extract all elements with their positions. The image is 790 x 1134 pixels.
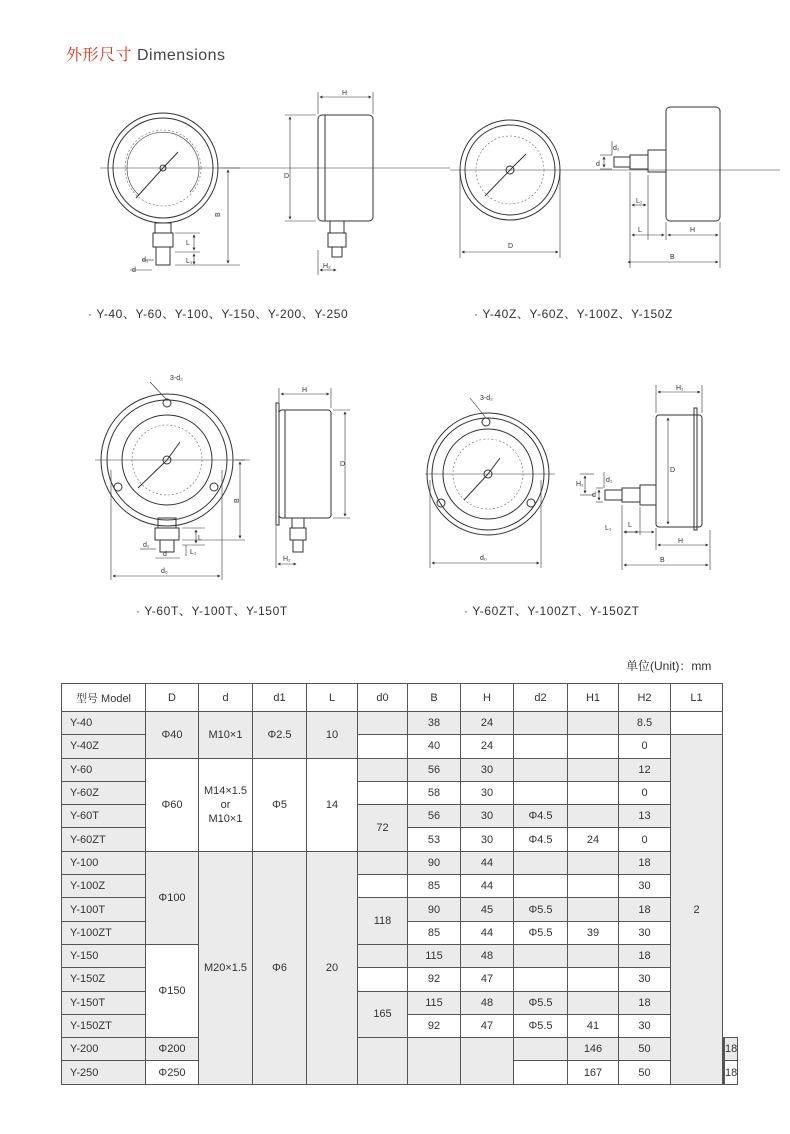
model-cell: Y-60Z bbox=[62, 781, 146, 804]
label-zt-h2: H₂ bbox=[576, 481, 584, 488]
cell-b: 56 bbox=[408, 805, 461, 828]
model-cell: Y-40 bbox=[62, 712, 146, 735]
cell-d-thread bbox=[199, 758, 253, 851]
section-title-cn: 外形尺寸 bbox=[66, 47, 133, 64]
model-cell: Y-100T bbox=[62, 898, 146, 921]
model-cell: Y-100ZT bbox=[62, 921, 146, 944]
cell-d2: Φ4.5 bbox=[514, 828, 568, 851]
cell-h2: 30 bbox=[619, 875, 671, 898]
cell-h: 30 bbox=[461, 781, 514, 804]
cell-d0: 165 bbox=[358, 991, 408, 1038]
cell-l1: 2 bbox=[671, 735, 723, 1084]
cell-h2: 0 bbox=[619, 781, 671, 804]
model-cell: Y-100 bbox=[62, 851, 146, 874]
cell-h2: 18 bbox=[619, 991, 671, 1014]
cell-h1-empty bbox=[568, 712, 619, 735]
cell-h: 30 bbox=[461, 805, 514, 828]
cell-h: 48 bbox=[461, 991, 514, 1014]
label-z-d1: d₁ bbox=[613, 145, 620, 152]
label-l1: L₁ bbox=[186, 258, 193, 265]
cell-b: 85 bbox=[408, 921, 461, 944]
cell-b: 115 bbox=[408, 944, 461, 967]
thread-or: or bbox=[220, 798, 231, 811]
cell-h2: 18 bbox=[725, 1061, 738, 1084]
cell-h2: 30 bbox=[619, 1014, 671, 1037]
model-cell: Y-100Z bbox=[62, 875, 146, 898]
header-l1: L1 bbox=[671, 684, 723, 712]
label-zt-l: L bbox=[628, 522, 632, 529]
cell-h2: 13 bbox=[619, 805, 671, 828]
label-t-d-diam: D bbox=[340, 461, 346, 468]
cell-d1: Φ6 bbox=[253, 851, 307, 1084]
cell-h: 30 bbox=[461, 758, 514, 781]
cell-h2: 0 bbox=[619, 735, 671, 758]
cell-h: 24 bbox=[461, 712, 514, 735]
cell-b: 90 bbox=[408, 898, 461, 921]
cell-h1-empty bbox=[568, 851, 619, 874]
dimensions-table bbox=[61, 683, 738, 1085]
cell-l: 20 bbox=[307, 851, 358, 1084]
cell-h: 47 bbox=[461, 968, 514, 991]
header-d2: d2 bbox=[514, 684, 568, 712]
label-zt-d1: d₁ bbox=[606, 477, 613, 484]
label-d: d bbox=[132, 267, 136, 274]
cell-h1-empty bbox=[568, 758, 619, 781]
cell-h2: 18 bbox=[619, 898, 671, 921]
label-zt-d: d bbox=[592, 492, 596, 499]
label-zt-h1: H₁ bbox=[676, 385, 684, 392]
cell-h2: 30 bbox=[619, 968, 671, 991]
label-z-d: D bbox=[508, 243, 514, 250]
cell-d2: Φ5.5 bbox=[514, 898, 568, 921]
table-row bbox=[62, 851, 738, 874]
unit-label: 单位(Unit)：mm bbox=[626, 659, 712, 673]
cell-d2-empty bbox=[514, 735, 568, 758]
header-l: L bbox=[307, 684, 358, 712]
cell-b: 40 bbox=[408, 735, 461, 758]
cell-b: 167 bbox=[568, 1061, 619, 1084]
cell-l-empty bbox=[461, 1038, 514, 1085]
cell-b: 56 bbox=[408, 758, 461, 781]
cell-b: 146 bbox=[568, 1038, 619, 1061]
cell-b: 92 bbox=[408, 968, 461, 991]
label-zt-3d2: 3-d₂ bbox=[480, 395, 493, 402]
label-t-l1: L₁ bbox=[190, 549, 197, 556]
cell-l: 14 bbox=[307, 758, 358, 851]
cell-d2-empty bbox=[514, 758, 568, 781]
cell-b: 53 bbox=[408, 828, 461, 851]
cell-d2-empty bbox=[514, 851, 568, 874]
label-t-h: H bbox=[302, 387, 308, 394]
model-cell: Y-150ZT bbox=[62, 1014, 146, 1037]
cell-d-dial: Φ150 bbox=[146, 944, 199, 1037]
header-h1: H1 bbox=[568, 684, 619, 712]
cell-h: 44 bbox=[461, 921, 514, 944]
label-t-h2: H₂ bbox=[283, 556, 291, 563]
cell-h: 30 bbox=[461, 828, 514, 851]
drawing-axial-front bbox=[450, 120, 780, 258]
cell-h1-empty bbox=[568, 898, 619, 921]
cell-h1: 24 bbox=[568, 828, 619, 851]
cell-h: 24 bbox=[461, 735, 514, 758]
cell-b: 38 bbox=[408, 712, 461, 735]
cell-d2-empty bbox=[514, 781, 568, 804]
cell-d0-empty bbox=[358, 781, 408, 804]
cell-d2: Φ5.5 bbox=[514, 1014, 568, 1037]
header-d0: d0 bbox=[358, 684, 408, 712]
cell-h1-empty bbox=[568, 805, 619, 828]
label-zt-l1: L₁ bbox=[605, 525, 612, 532]
cell-h2: 12 bbox=[619, 758, 671, 781]
cell-d0: 72 bbox=[358, 805, 408, 852]
cell-h: 47 bbox=[461, 1014, 514, 1037]
cell-h: 44 bbox=[461, 851, 514, 874]
cell-d2: Φ5.5 bbox=[514, 921, 568, 944]
model-cell: Y-40Z bbox=[62, 735, 146, 758]
cell-h: 48 bbox=[461, 944, 514, 967]
header-d-dial: D bbox=[146, 684, 199, 712]
cell-d2-empty bbox=[514, 968, 568, 991]
drawing-axial-side bbox=[596, 107, 720, 268]
table-header-row bbox=[62, 684, 738, 712]
cell-h1-empty bbox=[568, 875, 619, 898]
cell-h2: 18 bbox=[619, 944, 671, 967]
cell-d0-empty bbox=[514, 1061, 568, 1084]
header-d-thread: d bbox=[199, 684, 253, 712]
cell-h1-empty bbox=[568, 781, 619, 804]
label-zt-h: H bbox=[678, 538, 684, 545]
cell-d2-empty bbox=[514, 875, 568, 898]
label-h: H bbox=[342, 90, 348, 97]
label-t-l: L bbox=[198, 535, 202, 542]
label-t-b: B bbox=[234, 498, 241, 503]
cell-h: 45 bbox=[461, 898, 514, 921]
cell-d0-empty bbox=[358, 712, 408, 735]
thread-option-2: M10×1 bbox=[208, 812, 243, 825]
label-zt-d0: d₀ bbox=[480, 555, 487, 562]
label-z-h: H bbox=[690, 227, 696, 234]
cell-d0-empty bbox=[358, 851, 408, 874]
cell-h1-empty bbox=[568, 944, 619, 967]
cell-h2: 8.5 bbox=[619, 712, 671, 735]
header-h2: H2 bbox=[619, 684, 671, 712]
table-row bbox=[62, 1038, 738, 1061]
drawing-standard-front bbox=[100, 113, 450, 274]
label-zt-d-diam: D bbox=[670, 467, 676, 474]
label-z-l1: L₁ bbox=[636, 198, 643, 205]
label-h2: H₂ bbox=[323, 263, 331, 270]
cell-b: 85 bbox=[408, 875, 461, 898]
cell-h1: 39 bbox=[568, 921, 619, 944]
cell-b: 58 bbox=[408, 781, 461, 804]
cell-h: 50 bbox=[619, 1061, 671, 1084]
table-row bbox=[62, 712, 738, 735]
cell-d1: Φ2.5 bbox=[253, 712, 307, 759]
label-d1: d₁ bbox=[142, 257, 149, 264]
cell-d-dial: Φ60 bbox=[146, 758, 199, 851]
model-cell: Y-60 bbox=[62, 758, 146, 781]
cell-d0-empty bbox=[358, 944, 408, 967]
cell-b: 90 bbox=[408, 851, 461, 874]
cell-d2: Φ5.5 bbox=[514, 991, 568, 1014]
caption-flange: · Y-60T、Y-100T、Y-150T bbox=[136, 604, 288, 618]
caption-axial: · Y-40Z、Y-60Z、Y-100Z、Y-150Z bbox=[474, 307, 673, 321]
label-zt-b: B bbox=[660, 557, 665, 564]
cell-d-dial: Φ200 bbox=[146, 1038, 199, 1061]
model-cell: Y-60T bbox=[62, 805, 146, 828]
header-b: B bbox=[408, 684, 461, 712]
cell-h2: 30 bbox=[619, 921, 671, 944]
thread-option-1: M14×1.5 bbox=[203, 784, 248, 797]
cell-d0-empty bbox=[358, 968, 408, 991]
header-d1: d1 bbox=[253, 684, 307, 712]
cell-d2-empty bbox=[514, 712, 568, 735]
table-row bbox=[62, 944, 738, 967]
cell-d-thread: M20×1.5 bbox=[199, 851, 253, 1084]
cell-h2: 0 bbox=[619, 828, 671, 851]
cell-l: 10 bbox=[307, 712, 358, 759]
model-cell: Y-150T bbox=[62, 991, 146, 1014]
cell-d-thread-empty bbox=[358, 1038, 408, 1085]
label-t-3d2: 3-d₂ bbox=[170, 375, 183, 382]
cell-d-dial: Φ250 bbox=[146, 1061, 199, 1084]
model-cell: Y-150Z bbox=[62, 968, 146, 991]
drawing-standard-side bbox=[284, 90, 373, 275]
label-l: L bbox=[186, 240, 190, 247]
cell-h: 50 bbox=[619, 1038, 671, 1061]
cell-h2: 18 bbox=[725, 1038, 738, 1061]
cell-d0-empty bbox=[514, 1038, 568, 1061]
cell-d-thread: M10×1 bbox=[199, 712, 253, 759]
header-model: 型号 Model bbox=[62, 684, 146, 712]
drawing-axial-flange-side bbox=[576, 385, 710, 570]
cell-d0-empty bbox=[358, 758, 408, 781]
cell-h1-empty bbox=[568, 968, 619, 991]
caption-standard: · Y-40、Y-60、Y-100、Y-150、Y-200、Y-250 bbox=[88, 307, 349, 321]
label-z-b: B bbox=[670, 254, 675, 261]
label-z-l: L bbox=[638, 227, 642, 234]
section-title-en: Dimensions bbox=[136, 47, 226, 64]
label-t-d0: d₀ bbox=[161, 568, 168, 575]
cell-h1-empty bbox=[568, 735, 619, 758]
label-t-d1: d₁ bbox=[143, 542, 150, 549]
cell-d0-empty bbox=[358, 875, 408, 898]
cell-h1-empty bbox=[568, 991, 619, 1014]
table-row bbox=[62, 758, 738, 781]
drawing-flange-front bbox=[95, 375, 250, 580]
drawing-axial-flange-front bbox=[425, 395, 555, 568]
label-b: B bbox=[215, 212, 222, 217]
cell-h1: 41 bbox=[568, 1014, 619, 1037]
cell-d2-empty bbox=[514, 944, 568, 967]
header-h: H bbox=[461, 684, 514, 712]
model-cell: Y-150 bbox=[62, 944, 146, 967]
cell-l1-empty bbox=[671, 712, 723, 735]
label-d-diam: D bbox=[284, 173, 290, 180]
cell-d0-empty bbox=[358, 735, 408, 758]
drawing-flange-side bbox=[276, 387, 350, 568]
cell-d2: Φ4.5 bbox=[514, 805, 568, 828]
cell-d0: 118 bbox=[358, 898, 408, 945]
model-cell: Y-200 bbox=[62, 1038, 146, 1061]
cell-d1-empty bbox=[408, 1038, 461, 1085]
model-cell: Y-250 bbox=[62, 1061, 146, 1084]
cell-d1: Φ5 bbox=[253, 758, 307, 851]
cell-d-dial: Φ100 bbox=[146, 851, 199, 944]
cell-h: 44 bbox=[461, 875, 514, 898]
cell-b: 92 bbox=[408, 1014, 461, 1037]
cell-b: 115 bbox=[408, 991, 461, 1014]
cell-h2: 18 bbox=[619, 851, 671, 874]
label-t-d: d bbox=[163, 551, 167, 558]
caption-axial-flange: · Y-60ZT、Y-100ZT、Y-150ZT bbox=[464, 604, 640, 618]
cell-d-dial: Φ40 bbox=[146, 712, 199, 759]
label-z-d-small: d bbox=[596, 161, 600, 168]
model-cell: Y-60ZT bbox=[62, 828, 146, 851]
